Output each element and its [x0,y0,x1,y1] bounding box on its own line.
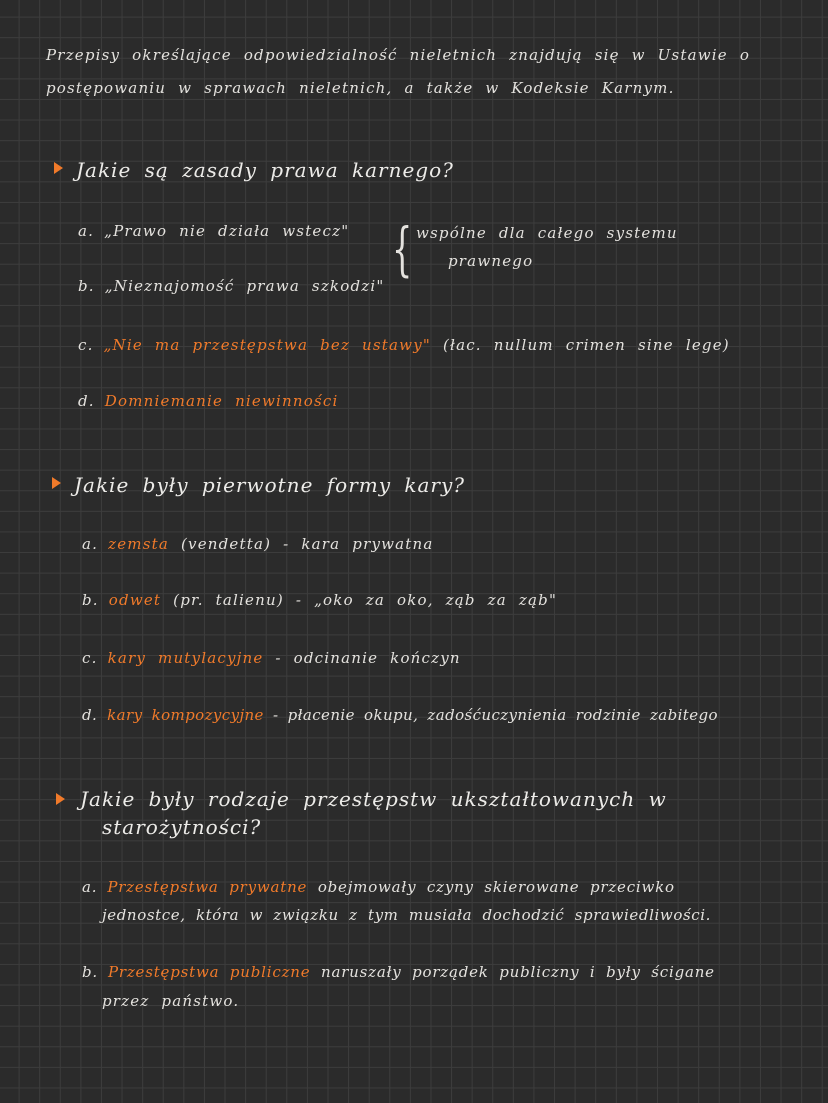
item-text: obejmowały czyny skierowane przeciwko [317,878,675,896]
item-text: (pr. talienu) - „oko za oko, ząb za ząb" [173,591,558,609]
bullet-arrow-icon [56,793,65,805]
bullet-arrow-icon [54,162,63,174]
item-marker: b. [82,591,99,609]
section3-item-a-continuation: jednostce, która w związku z tym musiała dochodzić sprawiedliwości. [102,906,712,924]
item-highlight: Przestępstwa prywatne [107,878,308,896]
item-marker: d. [78,392,95,410]
section1-item-a [78,222,349,240]
section1-item-d [78,392,339,410]
section3-heading-line-1: Jakie były rodzaje przestępstw ukształtowanych w [80,787,667,811]
item-highlight: kary kompozycyjne [107,706,264,724]
brace-note-line-1: wspólne dla całego systemu [416,224,678,242]
section2-item-d [82,706,718,724]
item-highlight: odwet [108,591,162,609]
section2-item-c [82,649,461,667]
item-marker: d. [82,706,98,724]
section3-item-b-continuation: przez państwo. [102,992,240,1010]
curly-brace-icon: { [392,215,413,283]
item-highlight: „Nie ma przestępstwa bez ustawy" [103,336,431,354]
section1-item-c [78,336,730,354]
section2-heading: Jakie były pierwotne formy kary? [74,473,466,497]
intro-line-2: postępowaniu w sprawach nieletnich, a także w Kodeksie Karnym. [46,79,675,97]
section1-heading: Jakie są zasady prawa karnego? [76,158,454,182]
bullet-arrow-icon [52,477,61,489]
item-marker: b. [78,277,95,295]
item-marker: c. [78,336,94,354]
item-marker: a. [82,535,99,553]
item-highlight: Przestępstwa publiczne [107,963,311,981]
item-highlight: kary mutylacyjne [107,649,264,667]
section3-heading-line-2: starożytności? [102,815,262,839]
section3-item-a [82,878,675,896]
section3-item-b [82,963,715,981]
section2-item-b [82,591,557,609]
item-marker: a. [82,878,98,896]
item-text: - odcinanie kończyn [275,649,461,667]
intro-line-1: Przepisy określające odpowiedzialność nieletnich znajdują się w Ustawie o [46,46,751,64]
item-text: - płacenie okupu, zadośćuczynienia rodzinie zabitego [273,706,718,724]
section2-item-a [82,535,434,553]
item-highlight: zemsta [108,535,169,553]
item-marker: b. [82,963,98,981]
item-text: „Nieznajomość prawa szkodzi" [104,277,385,295]
item-text: (vendetta) - kara prywatna [180,535,434,553]
item-text: (łac. nullum crimen sine lege) [442,336,730,354]
item-marker: c. [82,649,98,667]
item-marker: a. [78,222,95,240]
item-text: „Prawo nie działa wstecz" [104,222,350,240]
item-text: naruszały porządek publiczny i były ścigane [321,963,715,981]
brace-note-line-2: prawnego [448,252,534,270]
item-highlight: Domniemanie niewinności [104,392,339,410]
section1-item-b [78,277,384,295]
